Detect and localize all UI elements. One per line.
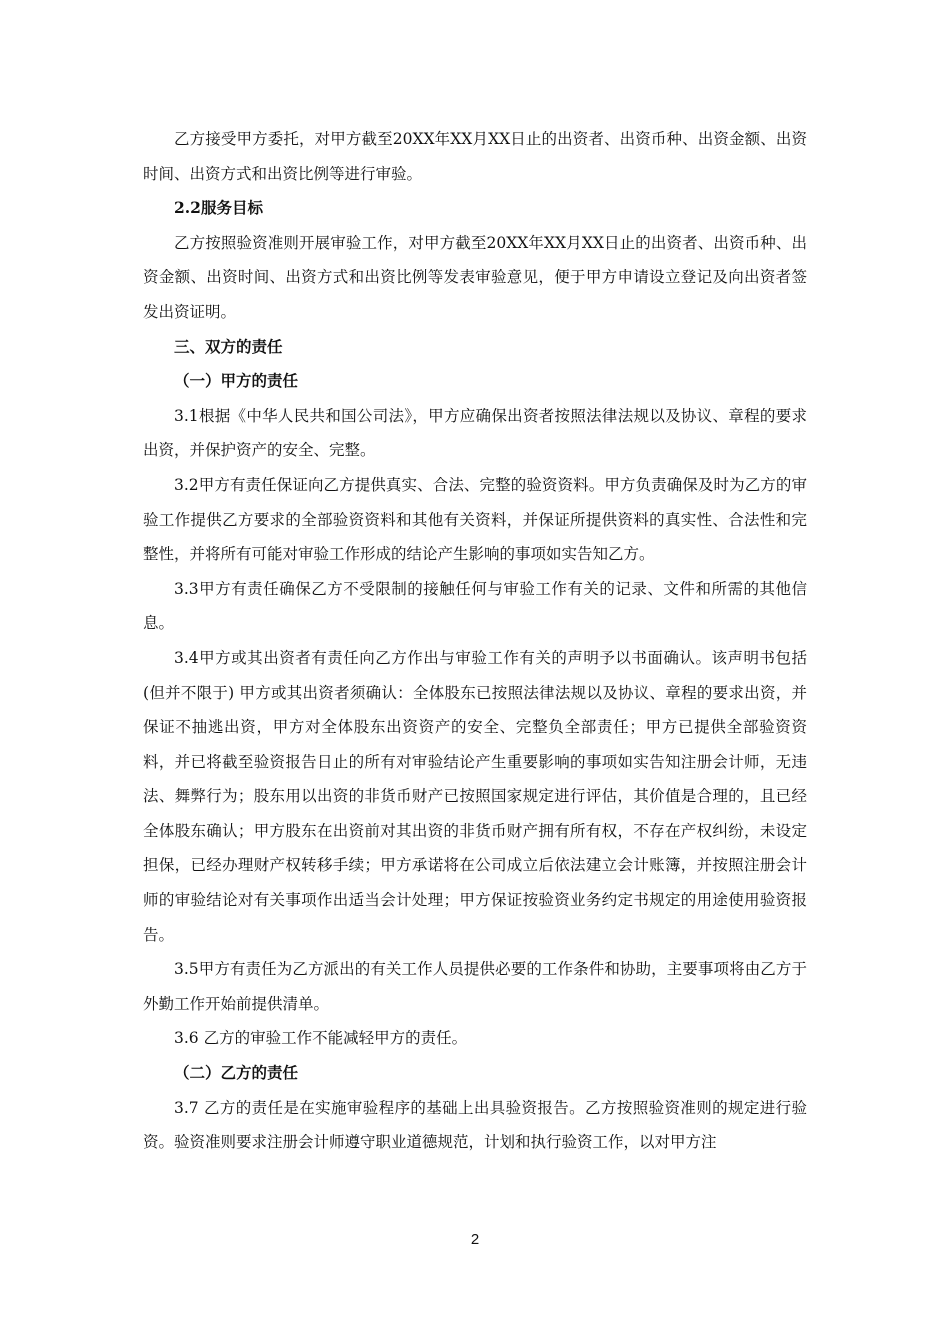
heading-service-goal: 2.2服务目标 — [174, 198, 263, 218]
clause-3-5: 3.5甲方有责任为乙方派出的有关工作人员提供必要的工作条件和协助，主要事项将由乙方于外勤工作开始前提供清单。 — [143, 960, 807, 1013]
paragraph-service-goal: 乙方按照验资准则开展审验工作，对甲方截至20XX年XX月XX日止的出资者、出资币种、出资金额、出资时间、出资方式和出资比例等发表审验意见，便于甲方申请设立登记及向出资者签发出资证明。 — [143, 233, 807, 321]
clause-3-3: 3.3甲方有责任确保乙方不受限制的接触任何与审验工作有关的记录、文件和所需的其他信息。 — [143, 579, 807, 633]
heading-party-a: （一）甲方的责任 — [174, 371, 299, 391]
clause-3-2: 3.2甲方有责任保证向乙方提供真实、合法、完整的验资资料。甲方负责确保及时为乙方的审验工作提供乙方要求的全部验资资料和其他有关资料，并保证所提供资料的真实性、合法性和完整性，并将所有可能对审验工作形成的结论产生影响的事项如实告知乙方。 — [143, 475, 807, 564]
paragraph-scope: 乙方接受甲方委托，对甲方截至20XX年XX月XX日止的出资者、出资币种、出资金额、出资时间、出资方式和出资比例等进行审验。 — [143, 130, 807, 183]
heading-party-b: （二）乙方的责任 — [174, 1063, 299, 1083]
heading-responsibilities: 三、双方的责任 — [174, 336, 283, 356]
document-body — [143, 122, 807, 1160]
clause-3-4: 3.4甲方或其出资者有责任向乙方作出与审验工作有关的声明予以书面确认。该声明书包括(但并不限于) 甲方或其出资者须确认：全体股东已按照法律法规以及协议、章程的要求出资，并保证不抽逃出资，甲方对全体股东出资资产的安全、完整负全部责任；甲方已提供全部验资资料，并已将截至验资报告日止的所有对审验结论产生重要影响的事项如实告知注册会计师，无违法、舞弊行为；股东用以出资的非货币财产已按照国家规定进行评估，其价值是合理的，且已经全体股东确认；甲方股东在出资前对其出资的非货币财产拥有所有权，不存在产权纠纷，未设定担保，已经办理财产权转移手续；甲方承诺将在公司成立后依法建立会计账簿，并按照注册会计师的审验结论对有关事项作出适当会计处理；甲方保证按验资业务约定书规定的用途使用验资报告。 — [143, 648, 807, 944]
clause-3-7: 3.7 乙方的责任是在实施审验程序的基础上出具验资报告。乙方按照验资准则的规定进行验资。验资准则要求注册会计师遵守职业道德规范，计划和执行验资工作，以对甲方注 — [143, 1098, 807, 1152]
page-number: 2 — [470, 1231, 480, 1248]
clause-3-6: 3.6 乙方的审验工作不能减轻甲方的责任。 — [174, 1029, 468, 1048]
clause-3-1: 3.1根据《中华人民共和国公司法》，甲方应确保出资者按照法律法规以及协议、章程的要求出资，并保护资产的安全、完整。 — [143, 406, 807, 460]
